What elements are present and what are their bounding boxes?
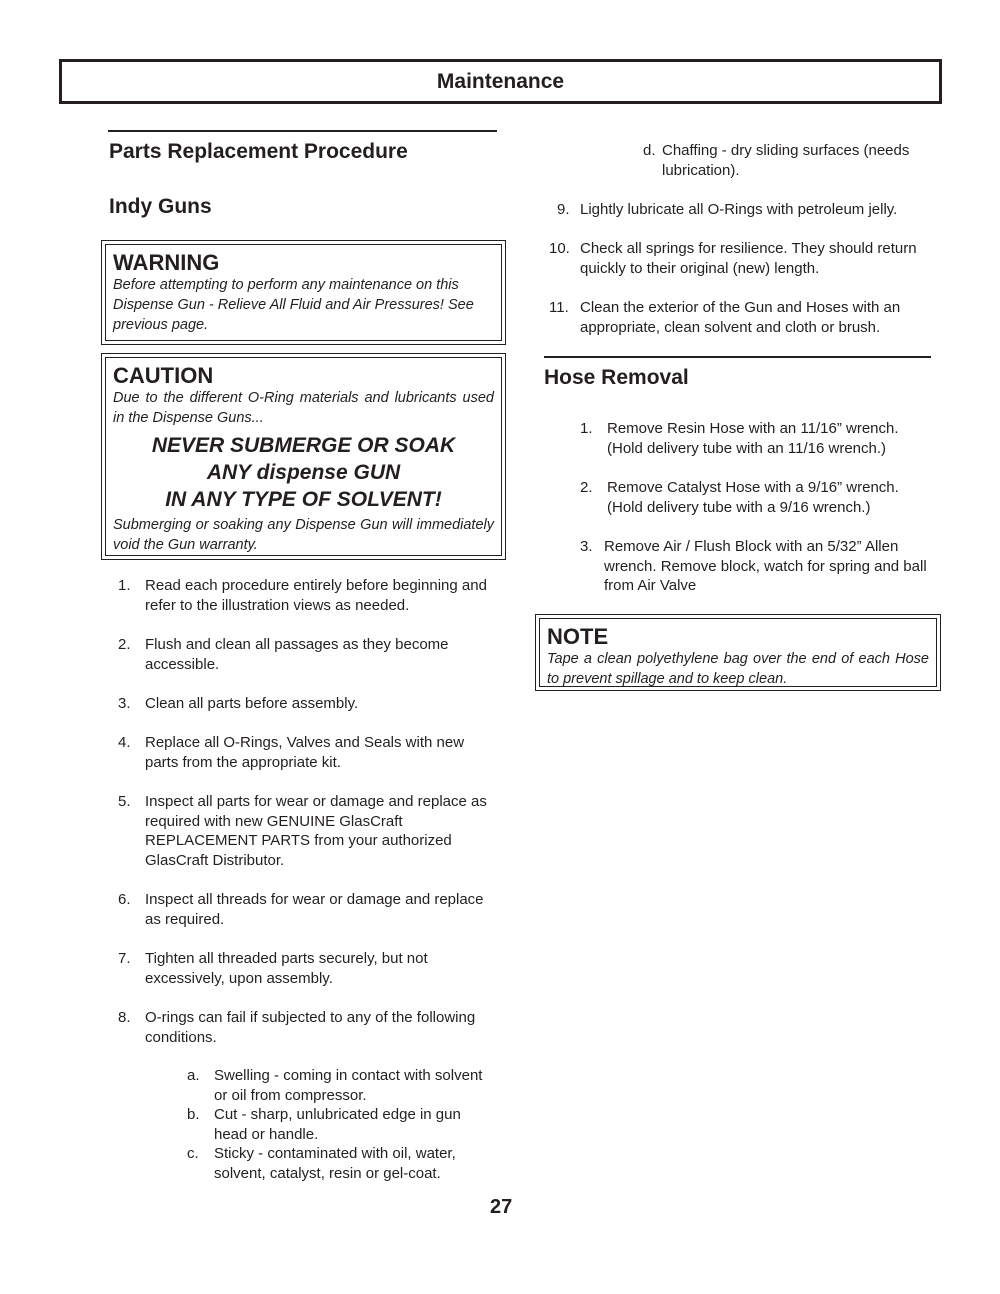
step-text: Lightly lubricate all O-Rings with petroleum jelly. xyxy=(580,201,898,218)
list-item xyxy=(118,635,498,674)
step-text: Clean the exterior of the Gun and Hoses with an appropriate, clean solvent and cloth or brush. xyxy=(580,299,901,336)
list-item xyxy=(187,1144,497,1183)
step-text: Replace all O-Rings, Valves and Seals with new parts from the appropriate kit. xyxy=(145,734,465,771)
step-number: 2. xyxy=(118,636,131,653)
list-item xyxy=(580,419,935,458)
list-item xyxy=(118,792,498,870)
sub-step-text: Sticky - contaminated with oil, water, solvent, catalyst, resin or gel-coat. xyxy=(214,1145,456,1182)
caution-body: Due to the different O-Ring materials and lubricants used in the Dispense Guns... xyxy=(113,390,494,426)
step-text: Clean all parts before assembly. xyxy=(145,695,359,712)
caution-box xyxy=(101,353,506,560)
step-number: 6. xyxy=(118,891,131,908)
step-number: 2. xyxy=(580,479,593,496)
list-item xyxy=(643,141,938,180)
section-title: Parts Replacement Procedure xyxy=(109,140,408,163)
step-text: Flush and clean all passages as they become accessible. xyxy=(145,636,449,673)
step-number: 3. xyxy=(580,538,593,555)
caution-emphasis xyxy=(113,432,494,513)
warning-box xyxy=(101,240,506,345)
step-text: Remove Air / Flush Block with an 5/32” Allen wrench. Remove block, watch for spring and ball from Air Valve xyxy=(604,538,927,595)
sub-step-text: Chaffing - dry sliding surfaces (needs lubrication). xyxy=(662,142,910,179)
section-rule-left xyxy=(108,130,497,132)
step-text: Check all springs for resilience. They should return quickly to their original (new) length. xyxy=(580,240,917,277)
subsection-title: Indy Guns xyxy=(109,195,212,218)
caution-footer: Submerging or soaking any Dispense Gun will immediately void the Gun warranty. xyxy=(113,517,494,553)
section-rule-right xyxy=(544,356,931,358)
list-item xyxy=(580,478,935,517)
warning-body: Before attempting to perform any maintenance on this Dispense Gun - Relieve All Fluid and Air Pressures! See previous page. xyxy=(113,277,474,333)
step-number: 1. xyxy=(118,577,131,594)
list-item xyxy=(187,1066,497,1105)
step-text: Read each procedure entirely before beginning and refer to the illustration views as needed. xyxy=(145,577,487,614)
step-text: Tighten all threaded parts securely, but not excessively, upon assembly. xyxy=(145,950,428,987)
step-number: 1. xyxy=(580,420,593,437)
list-item xyxy=(118,890,498,929)
page-header-box xyxy=(59,59,942,104)
list-item xyxy=(557,200,942,220)
step-number: 11. xyxy=(549,299,569,316)
step-number: 7. xyxy=(118,950,131,967)
hose-removal-title: Hose Removal xyxy=(544,366,689,389)
sub-step-letter: c. xyxy=(187,1145,199,1162)
step-text: O-rings can fail if subjected to any of the following conditions. xyxy=(145,1009,476,1046)
step-text: Inspect all threads for wear or damage and replace as required. xyxy=(145,891,484,928)
step-text: Remove Resin Hose with an 11/16” wrench. (Hold delivery tube with an 11/16 wrench.) xyxy=(607,420,899,457)
step-text: Inspect all parts for wear or damage and replace as required with new GENUINE GlasCraft REPLACEMENT PARTS from your authorized GlasCraft Distributor. xyxy=(145,793,487,869)
list-item xyxy=(118,1008,498,1047)
sub-step-text: Cut - sharp, unlubricated edge in gun head or handle. xyxy=(214,1106,461,1143)
sub-step-letter: b. xyxy=(187,1106,200,1123)
list-item xyxy=(118,733,498,772)
caution-title: CAUTION xyxy=(113,363,214,388)
caution-emphasis-line-3: IN ANY TYPE OF SOLVENT! xyxy=(165,488,442,511)
sub-step-letter: d. xyxy=(643,142,656,159)
step-text: Remove Catalyst Hose with a 9/16” wrench. (Hold delivery tube with a 9/16 wrench.) xyxy=(607,479,899,516)
list-item xyxy=(549,239,934,278)
sub-step-text: Swelling - coming in contact with solvent or oil from compressor. xyxy=(214,1067,483,1104)
step-number: 5. xyxy=(118,793,131,810)
warning-title: WARNING xyxy=(113,250,220,275)
step-number: 4. xyxy=(118,734,131,751)
caution-emphasis-line-2: ANY dispense GUN xyxy=(206,461,401,484)
list-item xyxy=(118,949,498,988)
step-number: 10. xyxy=(549,240,570,257)
list-item xyxy=(549,298,944,337)
step-number: 3. xyxy=(118,695,131,712)
list-item xyxy=(118,694,498,714)
note-box xyxy=(535,614,941,691)
caution-emphasis-line-1: NEVER SUBMERGE OR SOAK xyxy=(151,434,456,457)
list-item xyxy=(580,537,932,596)
note-body: Tape a clean polyethylene bag over the end of each Hose to prevent spillage and to keep clean. xyxy=(547,651,929,687)
page-header-title: Maintenance xyxy=(436,70,565,93)
step-number: 9. xyxy=(557,201,570,218)
step-number: 8. xyxy=(118,1009,131,1026)
page-number: 27 xyxy=(490,1196,513,1218)
sub-step-letter: a. xyxy=(187,1067,200,1084)
note-title: NOTE xyxy=(547,624,609,649)
list-item xyxy=(118,576,498,615)
list-item xyxy=(187,1105,497,1144)
